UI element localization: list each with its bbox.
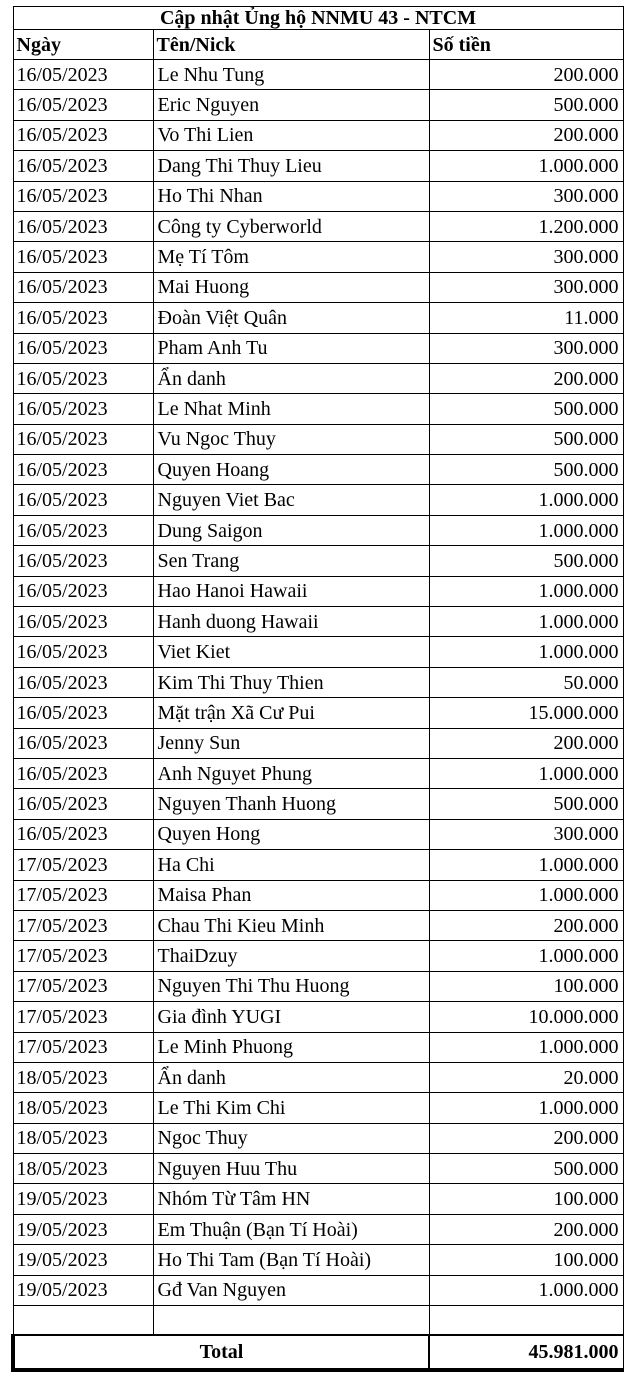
table-row [13,120,623,150]
blank-cell [13,1306,153,1336]
table-body [13,60,623,1306]
row-amount: 500.000 [429,455,623,485]
row-date: 16/05/2023 [13,728,153,758]
row-amount: 200.000 [429,1214,623,1244]
row-date: 17/05/2023 [13,1032,153,1062]
table-row [13,1032,623,1062]
row-amount: 1.200.000 [429,211,623,241]
row-date: 16/05/2023 [13,272,153,302]
row-name: Anh Nguyet Phung [153,758,429,788]
row-date: 16/05/2023 [13,789,153,819]
header-name: Tên/Nick [153,30,429,60]
row-name: Hao Hanoi Hawaii [153,576,429,606]
row-name: Le Minh Phuong [153,1032,429,1062]
table-row [13,880,623,910]
row-amount: 1.000.000 [429,941,623,971]
row-date: 16/05/2023 [13,667,153,697]
table-row [13,151,623,181]
table-row [13,546,623,576]
table-row [13,424,623,454]
row-date: 16/05/2023 [13,303,153,333]
table-row [13,910,623,940]
row-name: Công ty Cyberworld [153,211,429,241]
row-name: Jenny Sun [153,728,429,758]
table-title: Cập nhật Ủng hộ NNMU 43 - NTCM [13,7,623,30]
row-amount: 200.000 [429,120,623,150]
row-amount: 1.000.000 [429,485,623,515]
row-date: 19/05/2023 [13,1214,153,1244]
row-name: Nguyen Huu Thu [153,1154,429,1184]
row-name: Nguyen Viet Bac [153,485,429,515]
row-name: Vo Thi Lien [153,120,429,150]
row-amount: 200.000 [429,728,623,758]
row-name: ThaiDzuy [153,941,429,971]
row-amount: 1.000.000 [429,1093,623,1123]
row-amount: 1.000.000 [429,515,623,545]
row-name: Ẩn danh [153,1062,429,1092]
title-row [13,7,623,30]
row-amount: 500.000 [429,789,623,819]
table-row [13,1123,623,1153]
row-amount: 1.000.000 [429,637,623,667]
row-amount: 100.000 [429,1184,623,1214]
row-date: 18/05/2023 [13,1093,153,1123]
row-amount: 20.000 [429,1062,623,1092]
table-row [13,1214,623,1244]
row-amount: 500.000 [429,1154,623,1184]
row-amount: 300.000 [429,272,623,302]
row-date: 18/05/2023 [13,1062,153,1092]
row-name: Dang Thi Thuy Lieu [153,151,429,181]
row-amount: 500.000 [429,424,623,454]
table-row [13,1275,623,1305]
total-label: Total [13,1335,429,1370]
row-date: 16/05/2023 [13,424,153,454]
row-amount: 1.000.000 [429,576,623,606]
row-date: 16/05/2023 [13,819,153,849]
table-row [13,90,623,120]
row-date: 16/05/2023 [13,698,153,728]
table-row [13,1245,623,1275]
row-amount: 1.000.000 [429,1032,623,1062]
table-row [13,728,623,758]
row-date: 17/05/2023 [13,910,153,940]
blank-cell [429,1306,623,1336]
total-amount: 45.981.000 [429,1335,623,1370]
row-amount: 500.000 [429,90,623,120]
row-amount: 200.000 [429,363,623,393]
row-date: 16/05/2023 [13,181,153,211]
row-name: Pham Anh Tu [153,333,429,363]
row-date: 16/05/2023 [13,637,153,667]
row-name: Sen Trang [153,546,429,576]
row-date: 16/05/2023 [13,120,153,150]
row-amount: 1.000.000 [429,850,623,880]
table-row [13,698,623,728]
row-amount: 100.000 [429,1245,623,1275]
table-row [13,758,623,788]
row-date: 16/05/2023 [13,455,153,485]
table-row [13,667,623,697]
row-date: 16/05/2023 [13,90,153,120]
row-date: 16/05/2023 [13,60,153,90]
row-name: Le Thi Kim Chi [153,1093,429,1123]
table-row [13,455,623,485]
header-date: Ngày [13,30,153,60]
row-date: 16/05/2023 [13,758,153,788]
row-amount: 300.000 [429,181,623,211]
table-row [13,1002,623,1032]
row-name: Ngoc Thuy [153,1123,429,1153]
row-date: 17/05/2023 [13,971,153,1001]
table-row [13,272,623,302]
row-date: 16/05/2023 [13,333,153,363]
row-date: 16/05/2023 [13,151,153,181]
donation-table [11,6,624,1372]
blank-row [13,1306,623,1336]
row-name: Chau Thi Kieu Minh [153,910,429,940]
table-row [13,850,623,880]
table-row [13,789,623,819]
row-amount: 1.000.000 [429,880,623,910]
row-name: Quyen Hoang [153,455,429,485]
row-amount: 500.000 [429,394,623,424]
row-date: 16/05/2023 [13,576,153,606]
row-amount: 1.000.000 [429,1275,623,1305]
table-row [13,971,623,1001]
table-row [13,363,623,393]
row-name: Hanh duong Hawaii [153,607,429,637]
row-name: Đoàn Việt Quân [153,303,429,333]
table-row [13,637,623,667]
table-row [13,60,623,90]
row-amount: 1.000.000 [429,151,623,181]
row-date: 17/05/2023 [13,941,153,971]
row-name: Ẩn danh [153,363,429,393]
row-date: 18/05/2023 [13,1154,153,1184]
row-date: 16/05/2023 [13,363,153,393]
row-name: Le Nhu Tung [153,60,429,90]
table-row [13,242,623,272]
row-name: Kim Thi Thuy Thien [153,667,429,697]
row-amount: 500.000 [429,546,623,576]
total-row [13,1335,623,1370]
row-date: 16/05/2023 [13,394,153,424]
table-row [13,1062,623,1092]
row-amount: 50.000 [429,667,623,697]
row-name: Mặt trận Xã Cư Pui [153,698,429,728]
row-name: Vu Ngoc Thuy [153,424,429,454]
table-row [13,211,623,241]
row-date: 18/05/2023 [13,1123,153,1153]
row-amount: 11.000 [429,303,623,333]
row-name: Nguyen Thi Thu Huong [153,971,429,1001]
table-row [13,1154,623,1184]
row-date: 17/05/2023 [13,850,153,880]
row-name: Viet Kiet [153,637,429,667]
header-amount: Số tiền [429,30,623,60]
row-name: Ho Thi Nhan [153,181,429,211]
row-date: 16/05/2023 [13,546,153,576]
table-row [13,181,623,211]
table-row [13,1093,623,1123]
row-date: 16/05/2023 [13,211,153,241]
row-amount: 100.000 [429,971,623,1001]
row-name: Mẹ Tí Tôm [153,242,429,272]
row-name: Em Thuận (Bạn Tí Hoài) [153,1214,429,1244]
table-row [13,1184,623,1214]
row-name: Gia đình YUGI [153,1002,429,1032]
row-amount: 200.000 [429,1123,623,1153]
row-amount: 300.000 [429,819,623,849]
row-name: Mai Huong [153,272,429,302]
row-date: 16/05/2023 [13,485,153,515]
row-name: Maisa Phan [153,880,429,910]
row-date: 16/05/2023 [13,515,153,545]
table-row [13,394,623,424]
row-name: Dung Saigon [153,515,429,545]
table-row [13,303,623,333]
row-date: 16/05/2023 [13,607,153,637]
row-name: Nhóm Từ Tâm HN [153,1184,429,1214]
table-row [13,607,623,637]
blank-cell [153,1306,429,1336]
row-date: 19/05/2023 [13,1184,153,1214]
row-amount: 300.000 [429,333,623,363]
row-amount: 300.000 [429,242,623,272]
row-date: 16/05/2023 [13,242,153,272]
table-row [13,576,623,606]
row-date: 19/05/2023 [13,1275,153,1305]
row-name: Ho Thi Tam (Bạn Tí Hoài) [153,1245,429,1275]
row-amount: 200.000 [429,910,623,940]
table-row [13,333,623,363]
table-row [13,941,623,971]
row-name: Nguyen Thanh Huong [153,789,429,819]
row-name: Gđ Van Nguyen [153,1275,429,1305]
row-name: Eric Nguyen [153,90,429,120]
row-date: 17/05/2023 [13,1002,153,1032]
row-name: Le Nhat Minh [153,394,429,424]
row-date: 19/05/2023 [13,1245,153,1275]
table-row [13,515,623,545]
row-name: Quyen Hong [153,819,429,849]
row-amount: 15.000.000 [429,698,623,728]
row-amount: 1.000.000 [429,607,623,637]
row-name: Ha Chi [153,850,429,880]
row-date: 17/05/2023 [13,880,153,910]
row-amount: 200.000 [429,60,623,90]
table-row [13,485,623,515]
row-amount: 1.000.000 [429,758,623,788]
row-amount: 10.000.000 [429,1002,623,1032]
header-row [13,30,623,60]
table-row [13,819,623,849]
